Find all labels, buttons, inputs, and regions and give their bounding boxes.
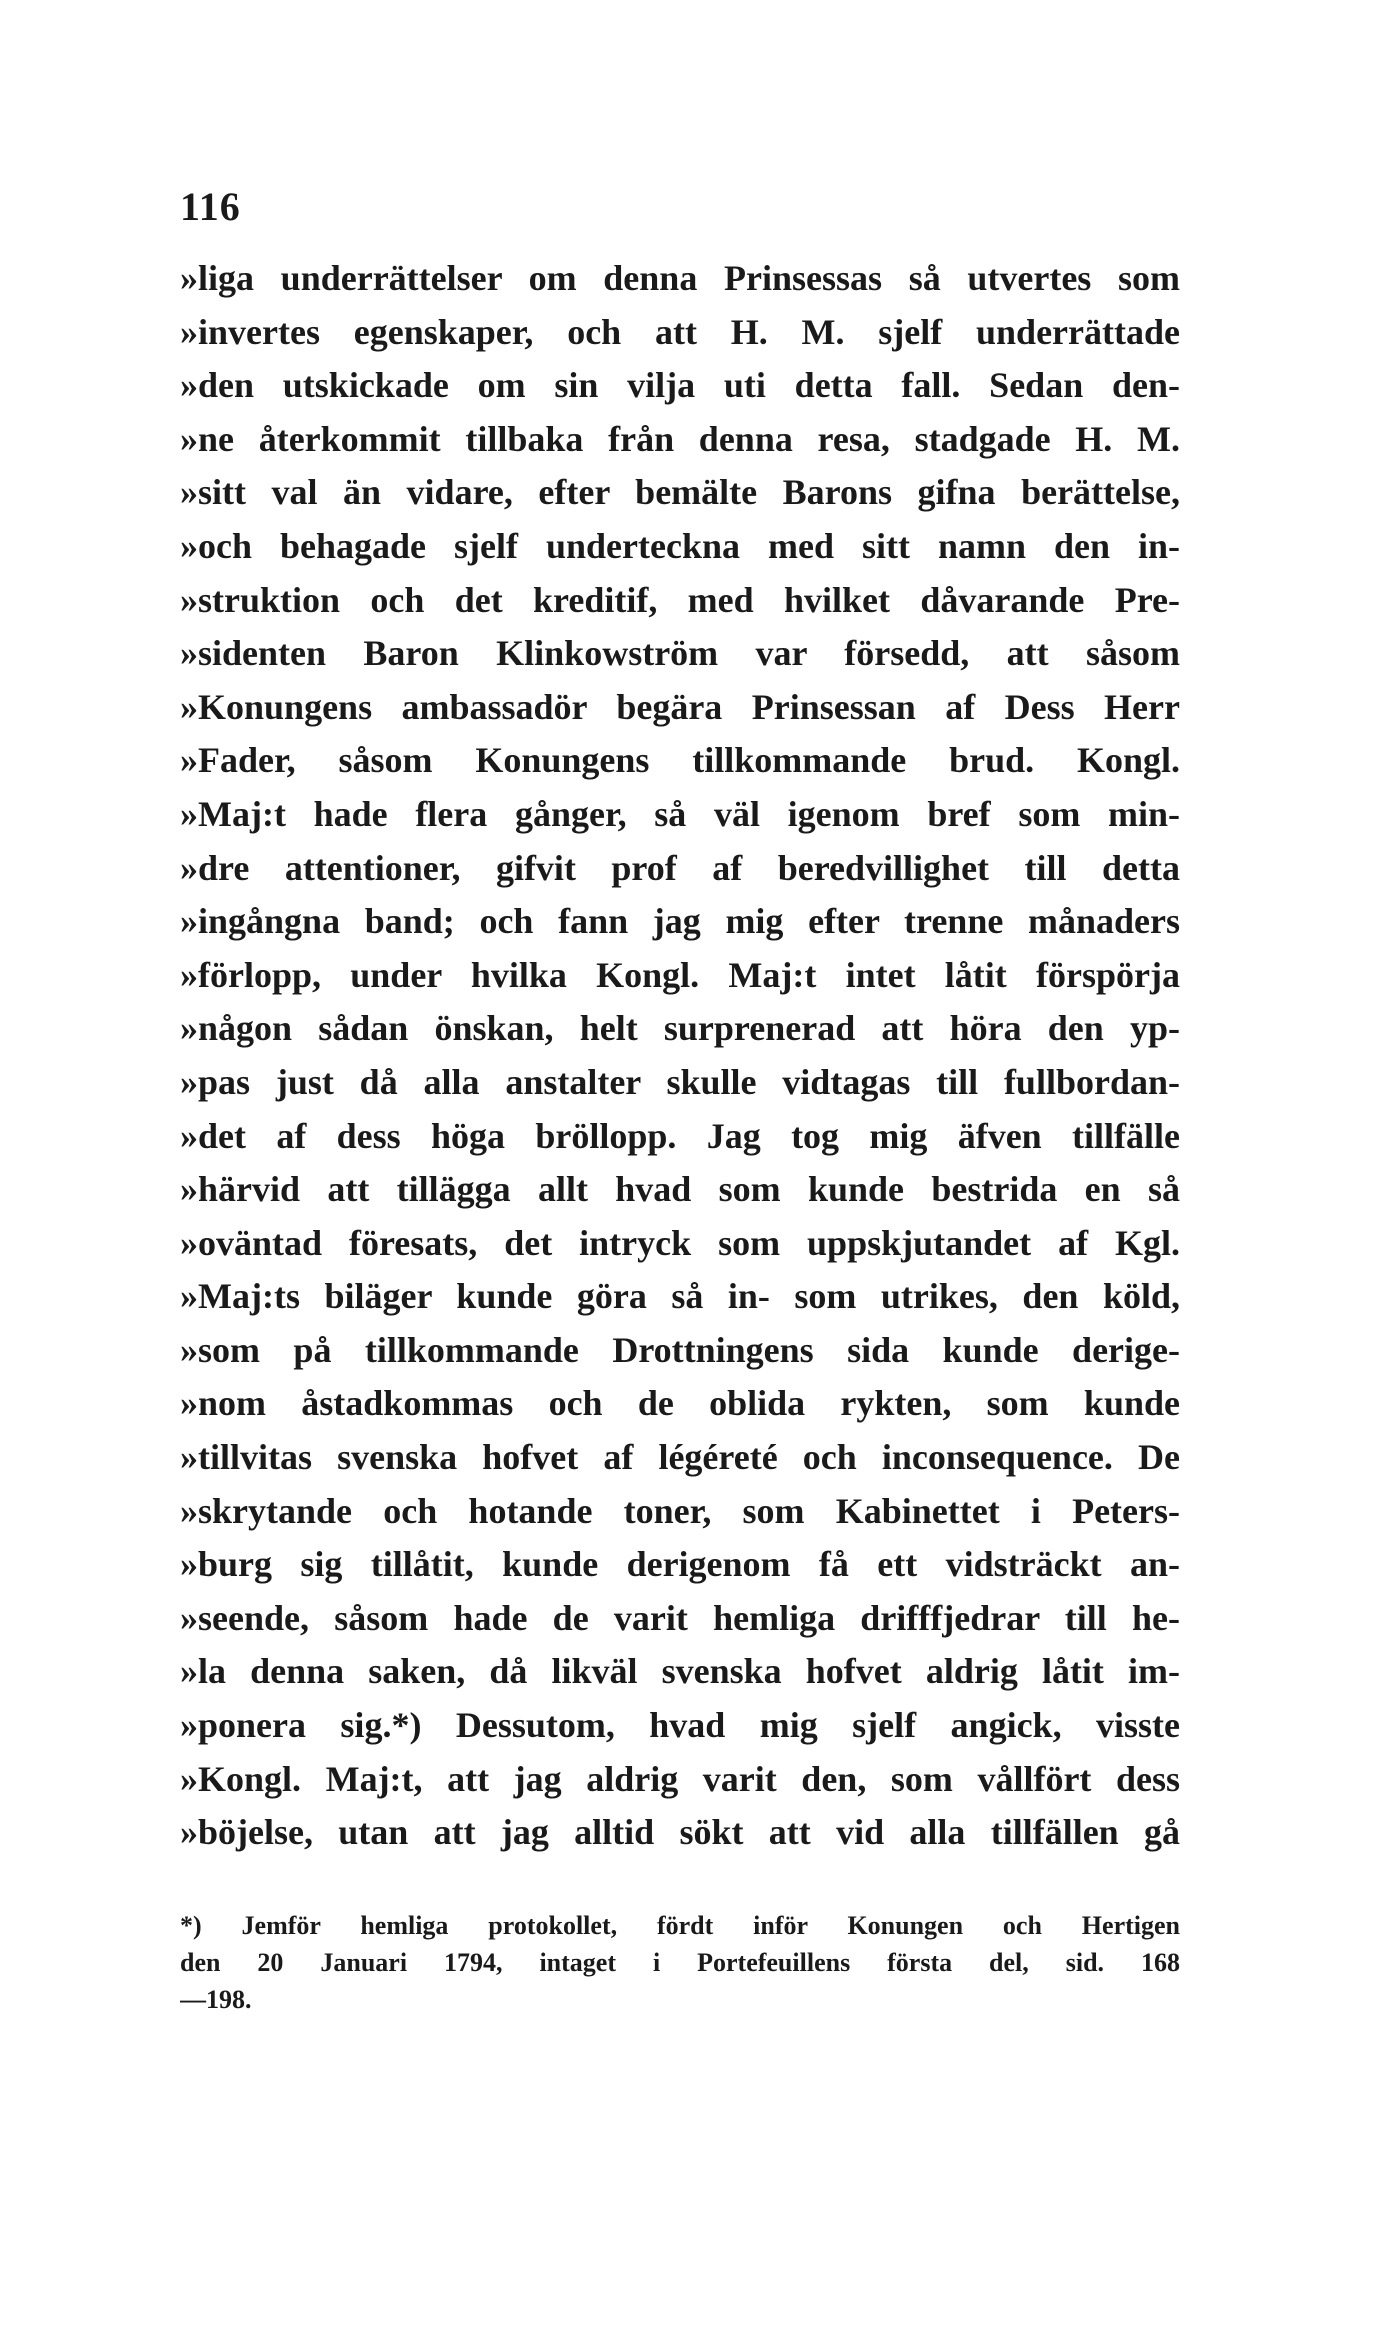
body-text-line: »Maj:t hade flera gånger, så väl igenom bref som min-: [180, 793, 1180, 834]
body-text-line: »ponera sig.*) Dessutom, hvad mig sjelf angick, visste: [180, 1705, 1180, 1746]
body-text-line: »skrytande och hotande toner, som Kabinettet i Peters-: [180, 1490, 1180, 1531]
body-text-line: »ingångna band; och fann jag mig efter trenne månaders: [180, 901, 1180, 942]
body-text-line: »seende, såsom hade de varit hemliga drifffjedrar till he-: [180, 1597, 1180, 1638]
footnote: [180, 1907, 1180, 2018]
body-text-line: »böjelse, utan att jag alltid sökt att vid alla tillfällen gå: [180, 1812, 1180, 1853]
page-number: 116: [180, 184, 241, 229]
body-text-line: »Fader, såsom Konungens tillkommande brud. Kongl.: [180, 740, 1180, 781]
footnote-line: *) Jemför hemliga protokollet, fördt inför Konungen och Hertigen: [180, 1911, 1180, 1940]
body-text-line: »invertes egenskaper, och att H. M. sjelf underrättade: [180, 311, 1180, 352]
body-text-line: »la denna saken, då likväl svenska hofvet aldrig låtit im-: [180, 1651, 1180, 1692]
body-text-line: »Konungens ambassadör begära Prinsessan af Dess Herr: [180, 686, 1180, 727]
body-text-line: »burg sig tillåtit, kunde derigenom få ett vidsträckt an-: [180, 1544, 1180, 1585]
footnote-line: —198.: [180, 1985, 252, 2014]
body-text-line: »sidenten Baron Klinkowström var försedd, att såsom: [180, 633, 1180, 674]
body-text-line: »sitt val än vidare, efter bemälte Barons gifna berättelse,: [180, 472, 1180, 513]
body-text-line: »nom åstadkommas och de oblida rykten, som kunde: [180, 1383, 1180, 1424]
body-text-line: »pas just då alla anstalter skulle vidtagas till fullbordan-: [180, 1061, 1180, 1102]
body-text-line: »härvid att tillägga allt hvad som kunde bestrida en så: [180, 1169, 1180, 1210]
body-text-line: »tillvitas svenska hofvet af légéreté och inconsequence. De: [180, 1437, 1180, 1478]
body-text-line: »dre attentioner, gifvit prof af beredvillighet till detta: [180, 847, 1180, 888]
body-text-line: »struktion och det kreditif, med hvilket dåvarande Pre-: [180, 579, 1180, 620]
body-text-line: »som på tillkommande Drottningens sida kunde derige-: [180, 1329, 1180, 1370]
body-text: [180, 252, 1180, 1860]
body-text-line: »förlopp, under hvilka Kongl. Maj:t intet låtit förspörja: [180, 954, 1180, 995]
footnote-line: den 20 Januari 1794, intaget i Portefeuillens första del, sid. 168: [180, 1948, 1180, 1977]
body-text-line: »någon sådan önskan, helt surprenerad att höra den yp-: [180, 1008, 1180, 1049]
body-text-line: »Maj:ts biläger kunde göra så in- som utrikes, den köld,: [180, 1276, 1180, 1317]
body-text-line: »ne återkommit tillbaka från denna resa, stadgade H. M.: [180, 418, 1180, 459]
body-text-line: »liga underrättelser om denna Prinsessas så utvertes som: [180, 258, 1180, 298]
body-text-line: »den utskickade om sin vilja uti detta fall. Sedan den-: [180, 365, 1180, 406]
body-text-line: »Kongl. Maj:t, att jag aldrig varit den, som vållfört dess: [180, 1758, 1180, 1799]
body-text-line: »oväntad föresats, det intryck som uppskjutandet af Kgl.: [180, 1222, 1180, 1263]
body-text-line: »och behagade sjelf underteckna med sitt namn den in-: [180, 525, 1180, 566]
body-text-line: »det af dess höga bröllopp. Jag tog mig äfven tillfälle: [180, 1115, 1180, 1156]
